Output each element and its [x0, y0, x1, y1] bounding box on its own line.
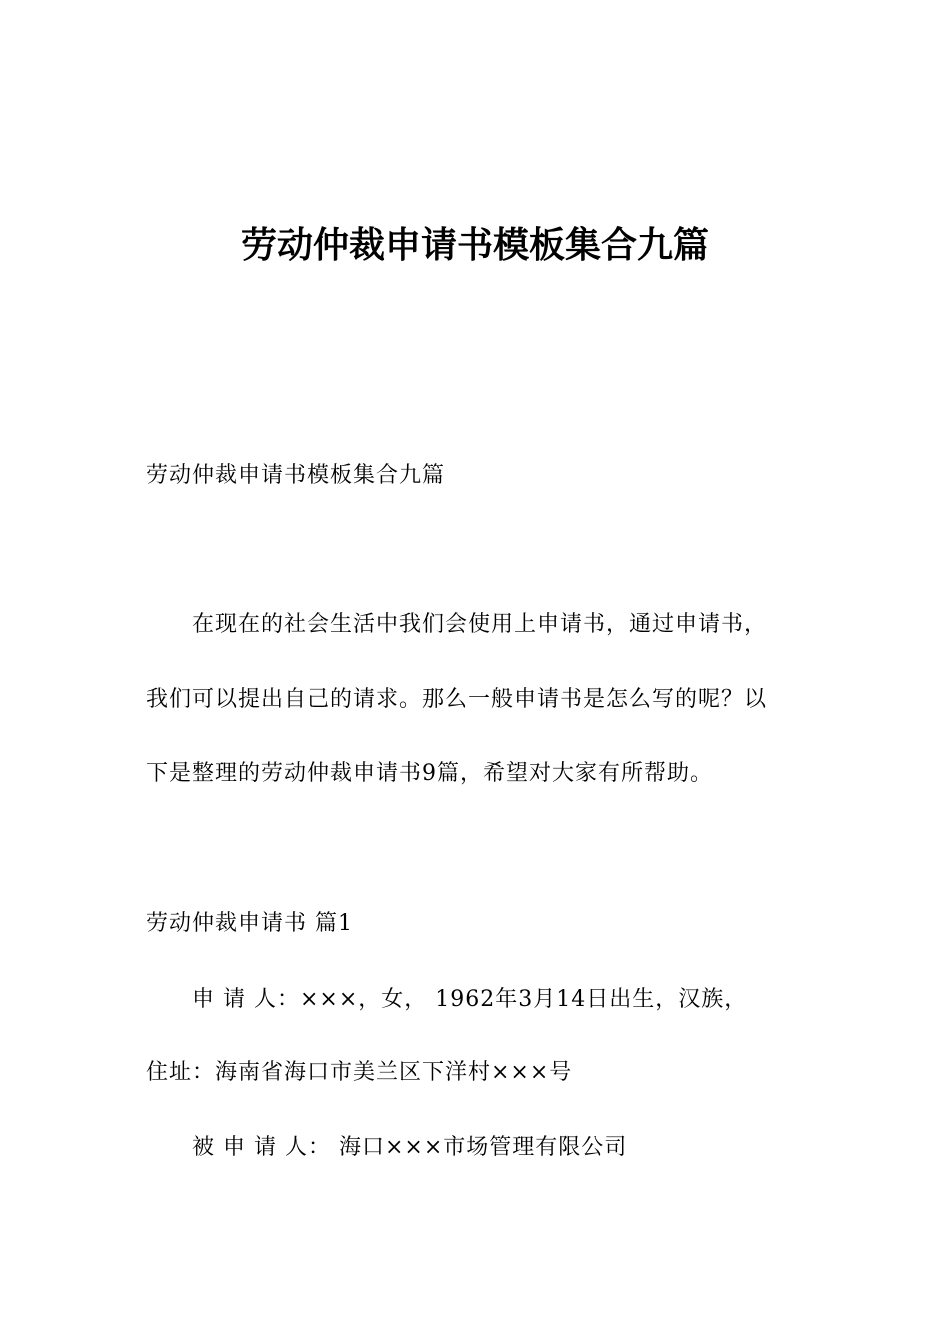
document-subtitle: 劳动仲裁申请书模板集合九篇 [146, 463, 446, 488]
section-heading: 劳动仲裁申请书 篇1 [146, 911, 353, 936]
applicant-line-2: 住址：海南省海口市美兰区下洋村×××号 [146, 1060, 573, 1085]
intro-line-1: 在现在的社会生活中我们会使用上申请书，通过申请书， [192, 612, 768, 637]
applicant-line-1: 申 请 人：×××，女， 1962年3月14日出生，汉族， [192, 987, 748, 1012]
intro-line-3: 下是整理的劳动仲裁申请书9篇，希望对大家有所帮助。 [146, 761, 713, 786]
intro-line-2: 我们可以提出自己的请求。那么一般申请书是怎么写的呢？以 [146, 687, 768, 712]
document-title: 劳动仲裁申请书模板集合九篇 [240, 225, 709, 266]
respondent-line: 被 申 请 人： 海口×××市场管理有限公司 [192, 1135, 628, 1160]
